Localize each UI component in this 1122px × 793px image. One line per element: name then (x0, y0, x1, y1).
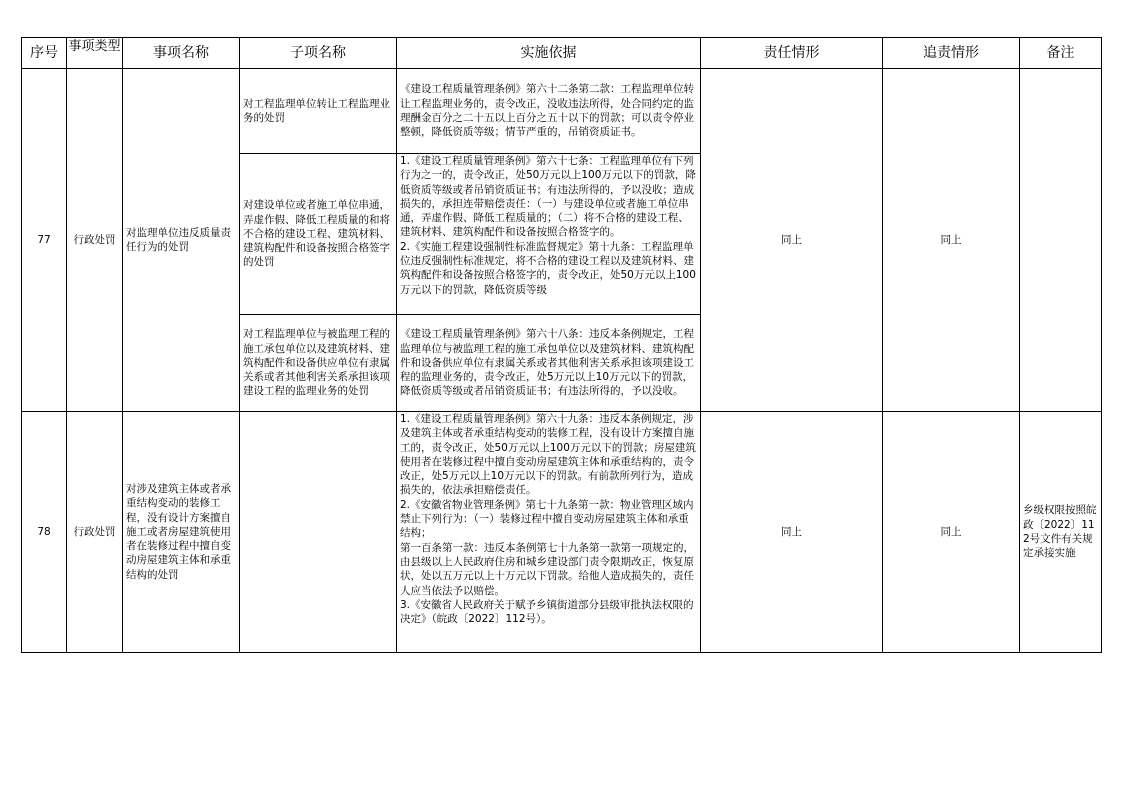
row-duty: 同上 (701, 69, 883, 412)
header-pursue: 追责情形 (883, 38, 1020, 69)
row-sub: 对工程监理单位转让工程监理业务的处罚 (240, 69, 397, 154)
row-name: 对监理单位违反质量责任行为的处罚 (123, 69, 240, 412)
row-remark: 乡级权限按照皖政〔2022〕112号文件有关规定承接实施 (1020, 412, 1102, 653)
enforcement-table (21, 37, 1102, 653)
row-type: 行政处罚 (67, 412, 123, 653)
row-no: 78 (22, 412, 67, 653)
table-row (22, 412, 1102, 653)
row-duty: 同上 (701, 412, 883, 653)
row-sub: 对工程监理单位与被监理工程的施工承包单位以及建筑材料、建筑构配件和设备供应单位有隶属关系或者其他利害关系承担该项建设工程的监理业务的处罚 (240, 315, 397, 412)
row-remark (1020, 69, 1102, 412)
row-basis: 《建设工程质量管理条例》第六十二条第二款：工程监理单位转让工程监理业务的，责令改正，没收违法所得，处合同约定的监理酬金百分之二十五以上百分之五十以下的罚款；可以责令停业整顿，降低资质等级；情节严重的，吊销资质证书。 (397, 69, 701, 154)
header-type: 事项类型 (67, 38, 123, 69)
row-no: 77 (22, 69, 67, 412)
row-basis: 1.《建设工程质量管理条例》第六十九条：违反本条例规定，涉及建筑主体或者承重结构变动的装修工程，没有设计方案擅自施工的，责令改正，处50万元以上100万元以下的罚款；房屋建筑使用者在装修过程中擅自变动房屋建筑主体和承重结构的，责令改正，处5万元以上10万元以下的罚款。有前款所列行为，造成损失的，依法承担赔偿责任。 2.《安徽省物业管理条例》第七十九条第一款：物业管理区域内禁止下列行为：（一）装修过程中擅自变动房屋建筑主体和承重结构； 第一百条第一款：违反本条例第七十九条第一款第一项规定的，由县级以上人民政府住房和城乡建设部门责令限期改正，恢复原状，处以五万元以上十万元以下罚款。给他人造成损失的，责任人应当依法予以赔偿。 3.《安徽省人民政府关于赋予乡镇街道部分县级审批执法权限的决定》（皖政〔2022〕112号）。 (397, 412, 701, 653)
header-row (22, 38, 1102, 69)
row-basis: 《建设工程质量管理条例》第六十八条：违反本条例规定，工程监理单位与被监理工程的施工承包单位以及建筑材料、建筑构配件和设备供应单位有隶属关系或者其他利害关系承担该项建设工程的监理业务的，责令改正，处5万元以上10万元以下的罚款，降低资质等级或者吊销资质证书；有违法所得的，予以没收。 (397, 315, 701, 412)
header-remark: 备注 (1020, 38, 1102, 69)
row-basis: 1.《建设工程质量管理条例》第六十七条：工程监理单位有下列行为之一的，责令改正，处50万元以上100万元以下的罚款，降低资质等级或者吊销资质证书；有违法所得的，予以没收；造成损失的，承担连带赔偿责任：（一）与建设单位或者施工单位串通，弄虚作假、降低工程质量的；（二）将不合格的建设工程、建筑材料、建筑构配件和设备按照合格签字的。 2.《实施工程建设强制性标准监督规定》第十九条：工程监理单位违反强制性标准规定，将不合格的建设工程以及建筑材料、建筑构配件和设备按照合格签字的，责令改正，处50万元以上100万元以下的罚款，降低资质等级 (397, 154, 701, 315)
row-type: 行政处罚 (67, 69, 123, 412)
header-duty: 责任情形 (701, 38, 883, 69)
row-name: 对涉及建筑主体或者承重结构变动的装修工程，没有设计方案擅自施工或者房屋建筑使用者在装修过程中擅自变动房屋建筑主体和承重结构的处罚 (123, 412, 240, 653)
header-sub: 子项名称 (240, 38, 397, 69)
header-no: 序号 (22, 38, 67, 69)
header-name: 事项名称 (123, 38, 240, 69)
header-basis: 实施依据 (397, 38, 701, 69)
row-sub (240, 412, 397, 653)
row-pursue: 同上 (883, 412, 1020, 653)
table-row (22, 69, 1102, 154)
row-pursue: 同上 (883, 69, 1020, 412)
row-sub: 对建设单位或者施工单位串通，弄虚作假、降低工程质量的和将不合格的建设工程、建筑材料、建筑构配件和设备按照合格签字的处罚 (240, 154, 397, 315)
